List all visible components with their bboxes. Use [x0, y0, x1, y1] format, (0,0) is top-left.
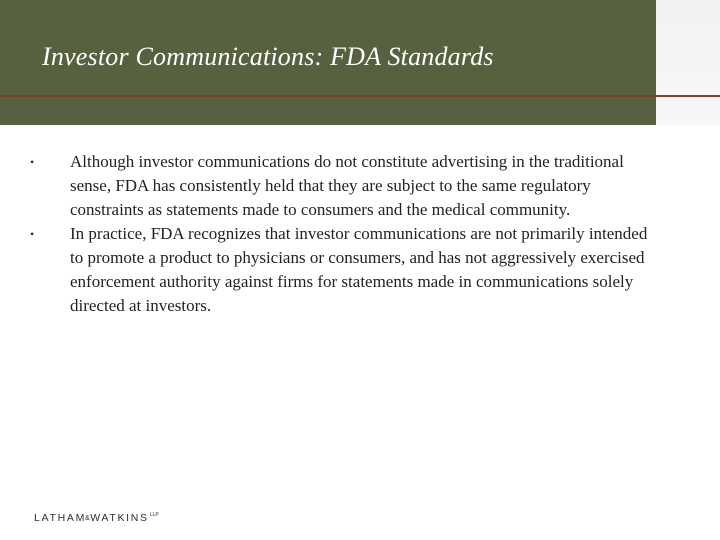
firm-logo — [34, 512, 159, 524]
bullet-item — [30, 150, 650, 222]
bullet-text: In practice, FDA recognizes that investor communications are not primarily intended to promote a product to physicians or consumers, and has not aggressively exercised enforcement authority against firms for statements made in communications solely directed at investors. — [70, 224, 648, 315]
bullet-marker: • — [30, 155, 35, 169]
bullet-list — [30, 150, 650, 318]
slide-title: Investor Communications: FDA Standards — [42, 42, 494, 71]
logo-ampersand: & — [85, 515, 90, 522]
logo-name-right: WATKINS — [90, 512, 149, 524]
bullet-item — [30, 222, 650, 318]
title-band-shadow — [656, 0, 720, 125]
bullet-text: Although investor communications do not constitute advertising in the traditional sense, FDA has consistently held that they are subject to the same regulatory constraints as statements made to consumers and the medical community. — [70, 152, 624, 219]
title-accent-rule — [0, 95, 720, 97]
bullet-marker: • — [30, 227, 35, 241]
logo-name-left: LATHAM — [34, 512, 87, 524]
logo-suffix: LLP — [149, 512, 159, 518]
